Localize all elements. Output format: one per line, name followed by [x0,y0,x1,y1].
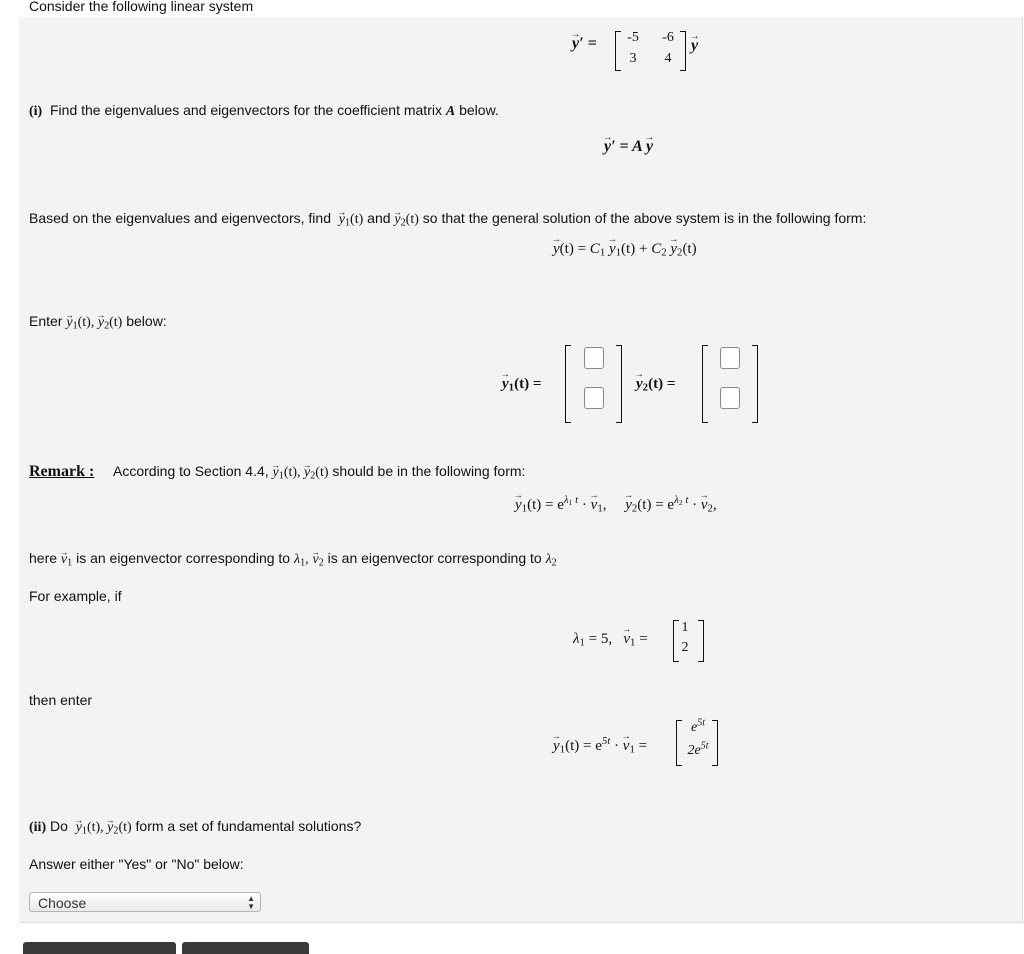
example-result-entry-1: $e^{5t}$ [690,717,706,735]
y2-label: → $y_2(t)$ = [636,376,675,393]
compact-system: → y′ = A → y [604,138,653,156]
updown-arrows-icon: ▲ ▼ [247,894,255,911]
enter-prompt: Enter → $y_1(t)$, → $y_2(t)$ below: [29,313,167,331]
remark: Remark : According to Section 4.4, → $y_1(t)$, → $y_2(t)$ should be in the following form: [29,463,525,481]
y1-entry-1[interactable] [584,347,604,369]
part-ii-prompt: (ii) $Do \to y_1(t)$, → $y_2(t)$ form a set of fundamental solutions? [29,818,361,836]
y-vector: → y [572,35,579,53]
answer-dropdown[interactable] [29,892,261,912]
example-result-entry-2: $2e^{5t}$ [687,740,709,758]
example-prompt: For example, if [29,588,122,604]
example-v1: 1 [681,620,689,635]
example-v2: 2 [681,640,689,655]
matrix-a11: -5 [627,30,639,45]
y2-entry-2[interactable] [720,387,740,409]
part-i-prompt: (i) Find the eigenvalues and eigenvectors for the coefficient matrix A below. [29,102,499,119]
matrix-a12: -6 [662,30,674,45]
y2-entry-1[interactable] [720,347,740,369]
submit-button[interactable] [23,942,176,954]
general-solution: → $y(t) = C_1 \to y_1(t) + C_2 \to y_2(t)$ [553,241,697,258]
matrix-a22: 4 [664,51,672,66]
then-enter-text: then enter [29,692,93,708]
y1-label: → $y_1(t)$ = [502,376,541,393]
answer-prompt: Answer either "Yes" or "No" below: [29,856,244,872]
here-text: here → $v_1$ is an eigenvector corresponding to $\lambda_1$, → $v_2$ is an eigenvector corresponding to $\lambda_2$ [29,550,557,568]
dropdown-selected: Choose [38,895,87,911]
y-vector-rhs: → y [691,37,698,55]
secondary-button[interactable] [182,942,309,954]
intro-text: Consider the following linear system [29,0,254,14]
matrix-a21: 3 [629,51,637,66]
y1-entry-2[interactable] [584,387,604,409]
based-on-text: Based on the eigenvalues and eigenvectors, find → $y_1(t)$ and → $y_2(t)$ so that the general solution of the above system is in the following form: [29,210,866,228]
remark-label: Remark : [29,463,95,480]
remark-formula: → $y_1(t) = e^{\lambda_1 t}$ · → $v_1$, → $y_2(t) = e^{\lambda_2 t}$ · → $v_2$, [515,497,717,514]
